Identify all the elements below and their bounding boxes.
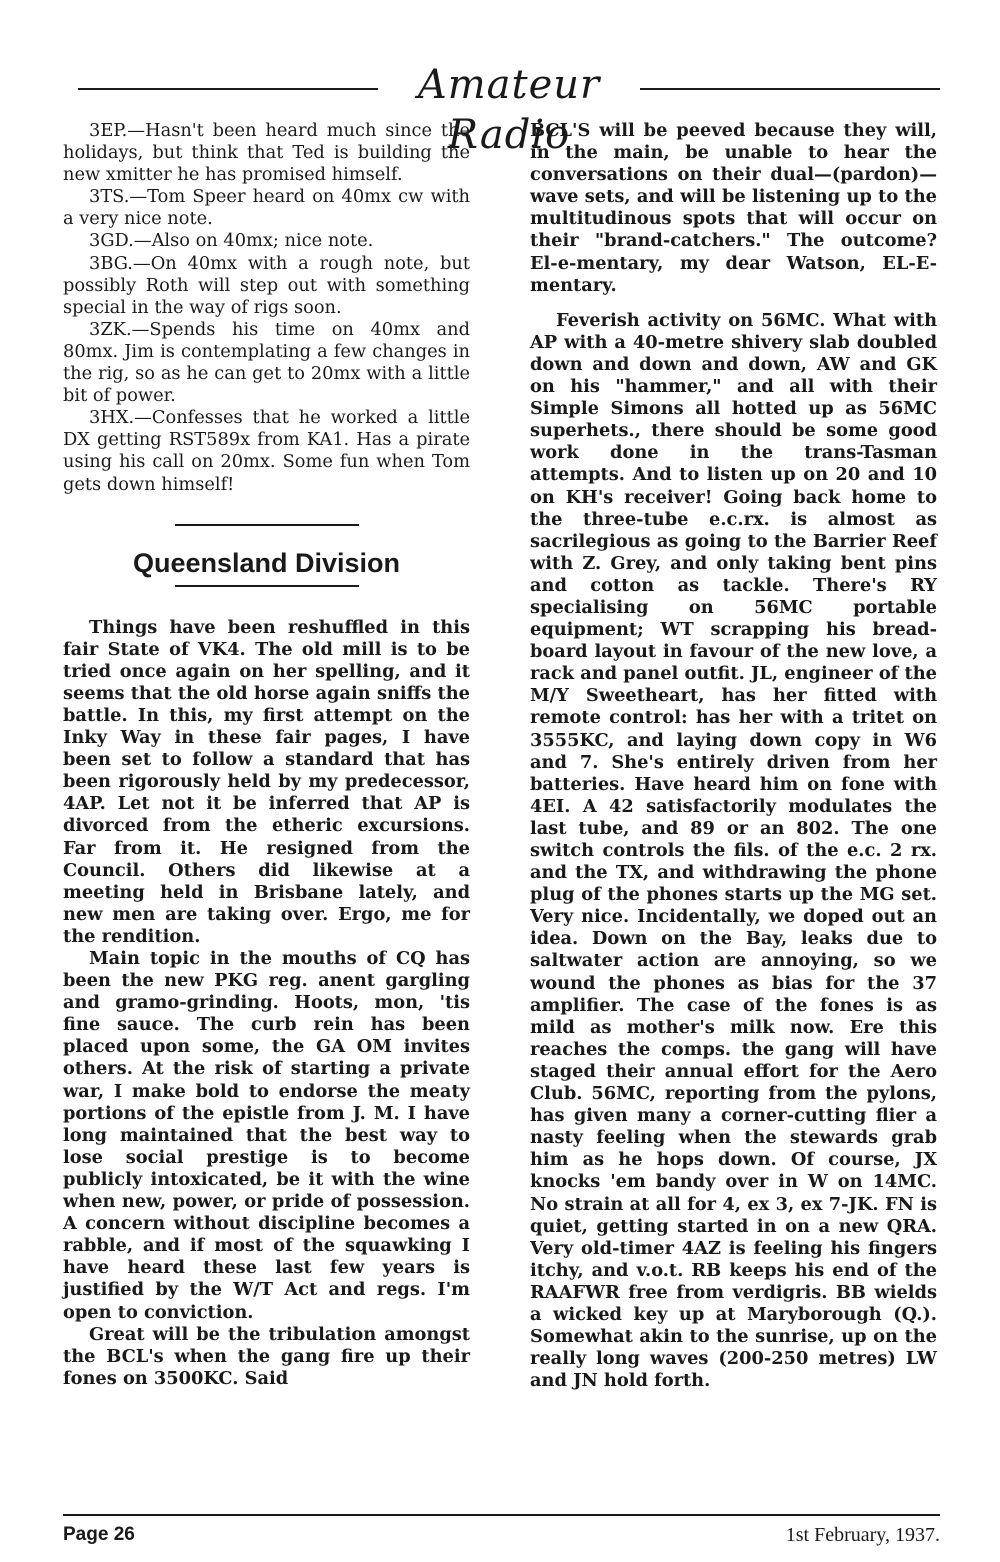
body-paragraph: Great will be the tribulation amongst the BCL's when the gang fire up their fones on 3500KC. Said	[63, 1323, 470, 1389]
body-paragraph: BCL'S will be peeved because they will, in the main, be unable to hear the conversations on their dual—(pardon)—wave sets, and will be listening up to the multitudinous spots that will occur on their "brand-catchers." The outcome? El-e-mentary, my dear Watson, EL-E-mentary.	[530, 120, 937, 296]
section-rule-top	[175, 524, 359, 526]
body-paragraph: Feverish activity on 56MC. What with AP with a 40-metre shivery slab doubled down and down and down, AW and GK on his "hammer," and all with their Simple Simons all hotted up as 56MC superhets., there should be some good work done in the trans-Tasman attempts. And to listen up on 20 and 10 on KH's receiver! Going back home to the three-tube e.c.rx. is almost as sacrilegious as going to the Barrier Reef with Z. Grey, and only taking bent pins and cotton as tackle. There's RY specialising on 56MC portable equipment; WT scrapping his bread-board layout in favour of the new love, a rack and panel outfit. JL, engineer of the M/Y Sweetheart, has her fitted with remote control: has her with a tritet on 3555KC, and laying down copy in W6 and 7. She's entirely driven from her batteries. Have heard him on fone with 4EI. A 42 satisfactorily modulates the last tube, and 89 or an 802. The one switch controls the fils. of the e.c. 2 rx. and the TX, and withdrawing the phone plug of the phones starts up the MG set. Very nice. Incidentally, we doped out an idea. Down on the Bay, leaks due to saltwater action are annoying, so we wound the phones as bias for the 37 amplifier. The case of the fones is as mild as mother's milk now. Ere this reaches the comps. the gang will have staged their annual effort for the Aero Club. 56MC, reporting from the pylons, has given many a corner-cutting flier a nasty feeling when the stewards grab him as he hops down. Of course, JX knocks 'em bandy over in W on 14MC. No strain at all for 4, ex 3, ex 7-JK. FN is quiet, getting started in on a new QRA. Very old-timer 4AZ is feeling his fingers itchy, and v.o.t. RB keeps his end of the RAAFWR free from verdigris. BB wields a wicked key up at Maryborough (Q.). Somewhat akin to the sunrise, up on the really long waves (200-250 metres) LW and JN hold forth.	[530, 309, 937, 1392]
page-number: Page 26	[63, 1524, 135, 1545]
section-rule-bottom	[175, 585, 359, 587]
issue-date: 1st February, 1937.	[785, 1524, 940, 1546]
body-paragraph: Things have been reshuffled in this fair State of VK4. The old mill is to be tried once again on her spelling, and it seems that the old horse again sniffs the battle. In this, my first attempt on the Inky Way in these fair pages, I have been set to follow a standard that has been rigorously held by my predecessor, 4AP. Let not it be inferred that AP is divorced from the etheric excursions. Far from it. He resigned from the Council. Others did likewise at a meeting held in Brisbane lately, and new men are taking over. Ergo, me for the rendition.	[63, 616, 470, 947]
body-paragraph: Main topic in the mouths of CQ has been the new PKG reg. anent gargling and gramo-grinding. Hoots, mon, 'tis fine sauce. The curb rein has been placed upon some, the GA OM invites others. At the risk of starting a private war, I make bold to endorse the meaty portions of the epistle from J. M. I have long maintained that the best way to lose social prestige is to become publicly intoxicated, be it with the wine when new, power, or pride of possession. A concern without discipline becomes a rabble, and if most of the squawking I have heard these last few years is justified by the W/T Act and regs. I'm open to conviction.	[63, 948, 470, 1323]
left-column	[63, 120, 470, 1390]
station-note-3hx: 3HX.—Confesses that he worked a little DX getting RST589x from KA1. Has a pirate using his call on 20mx. Some fun when Tom gets down himself!	[63, 407, 470, 495]
masthead-rule-right	[640, 88, 940, 90]
station-note-3ts: 3TS.—Tom Speer heard on 40mx cw with a very nice note.	[63, 186, 470, 230]
masthead-rule-left	[78, 88, 378, 90]
right-column	[530, 120, 937, 1392]
station-note-3gd: 3GD.—Also on 40mx; nice note.	[89, 230, 374, 252]
section-heading: Queensland Division	[132, 547, 401, 578]
station-note-3zk: 3ZK.—Spends his time on 40mx and 80mx. Jim is contemplating a few changes in the rig, so as he can get to 20mx with a little bit of power.	[63, 318, 470, 407]
station-note-3ep: 3EP.—Hasn't been heard much since the holidays, but think that Ted is building the new xmitter he has promised himself.	[63, 120, 470, 186]
footer-rule	[63, 1514, 940, 1516]
masthead-title: Amateur Radio	[417, 62, 601, 158]
station-note-3bg: 3BG.—On 40mx with a rough note, but possibly Roth will step out with something special in the way of rigs soon.	[63, 252, 470, 318]
